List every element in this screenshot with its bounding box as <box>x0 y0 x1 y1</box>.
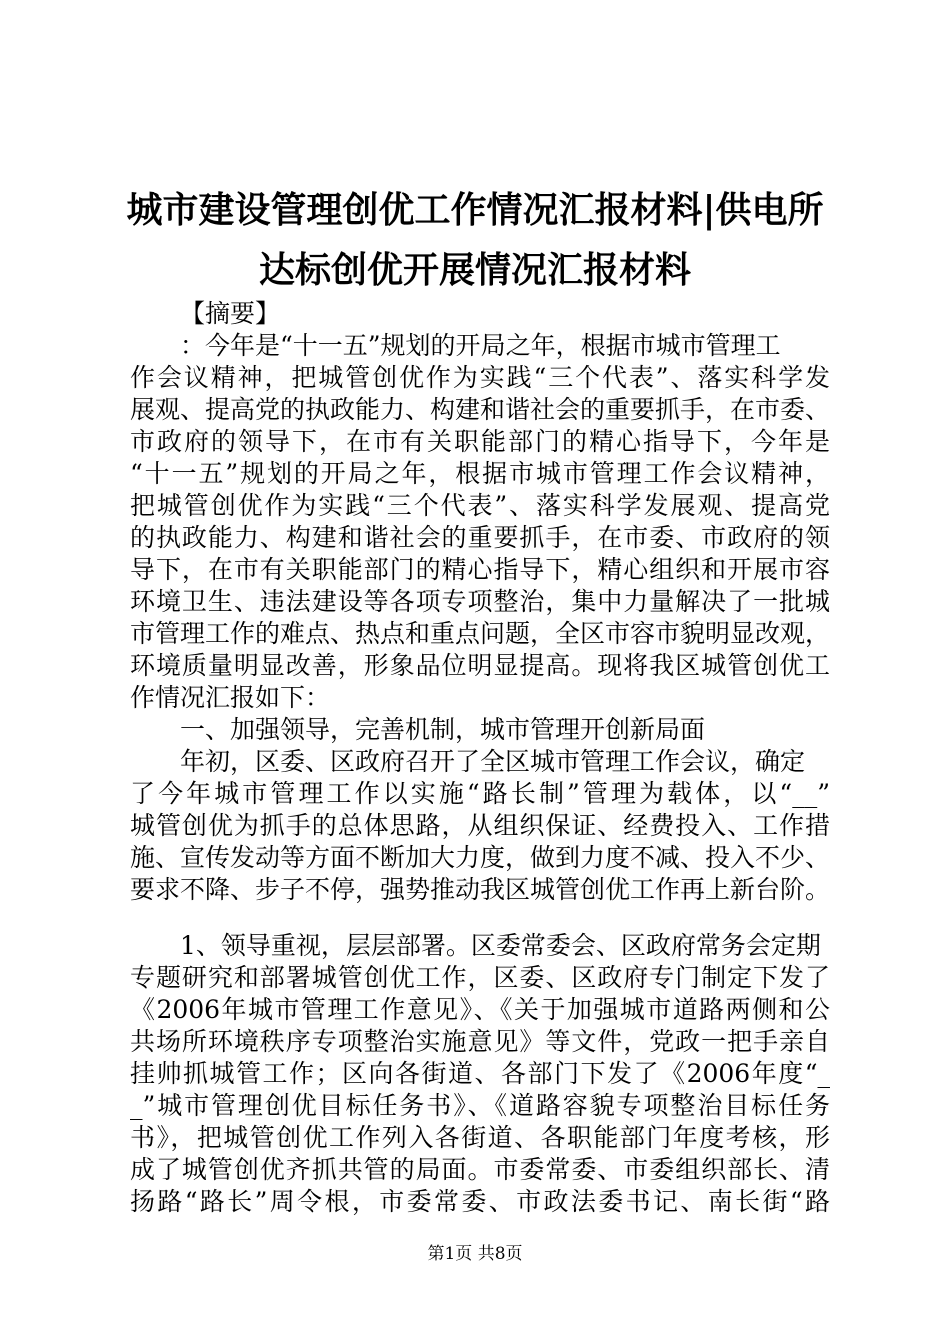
section-heading: 一、加强领导，完善机制，城市管理开创新局面 <box>180 715 706 744</box>
paragraph-line: 导下，在市有关职能部门的精心指导下，精心组织和开展市容 <box>130 555 830 584</box>
paragraph-line: 扬路“路长”周令根，市委常委、市政法委书记、南长街“路 <box>130 1187 830 1216</box>
page-number-footer: 第1页 共8页 <box>427 1244 523 1264</box>
paragraph-line: 展观、提高党的执政能力、构建和谐社会的重要抓手，在市委、 <box>130 395 831 424</box>
paragraph-line: 共场所环境秩序专项整治实施意见》等文件，党政一把手亲自 <box>130 1027 830 1056</box>
paragraph-line: 城管创优为抓手的总体思路，从组织保证、经费投入、工作措 <box>130 811 830 840</box>
paragraph-line: 挂帅抓城管工作；区向各街道、各部门下发了《2006年度“_ <box>130 1059 830 1088</box>
paragraph-line: 年初，区委、区政府召开了全区城市管理工作会议，确定 <box>180 747 806 776</box>
paragraph-line: 《2006年城市管理工作意见》、《关于加强城市道路两侧和公 <box>130 995 830 1024</box>
paragraph-line: 环境质量明显改善，形象品位明显提高。现将我区城管创优工 <box>130 651 830 680</box>
paragraph-line: 作情况汇报如下： <box>130 683 331 712</box>
paragraph-line: 把城管创优作为实践“三个代表”、落实科学发展观、提高党 <box>130 491 830 520</box>
paragraph-line: 成了城管创优齐抓共管的局面。市委常委、市委组织部长、清 <box>130 1155 830 1184</box>
paragraph-line: _”城市管理创优目标任务书》、《道路容貌专项整治目标任务 <box>130 1091 830 1120</box>
paragraph-line: 要求不降、步子不停，强势推动我区城管创优工作再上新台阶。 <box>130 875 831 904</box>
paragraph-line: 的执政能力、构建和谐社会的重要抓手，在市委、市政府的领 <box>130 523 830 552</box>
paragraph-line: 施、宣传发动等方面不断加大力度，做到力度不减、投入不少、 <box>130 843 831 872</box>
paragraph-line: 了今年城市管理工作以实施“路长制”管理为载体，以“__” <box>130 779 830 808</box>
paragraph-line: ：今年是“十一五”规划的开局之年，根据市城市管理工 <box>180 331 781 360</box>
document-title-line-1: 城市建设管理创优工作情况汇报材料|供电所 <box>126 189 824 231</box>
paragraph-line: 专题研究和部署城管创优工作，区委、区政府专门制定下发了 <box>130 963 830 992</box>
abstract-label: 【摘要】 <box>180 299 281 328</box>
paragraph-line: “十一五”规划的开局之年，根据市城市管理工作会议精神， <box>130 459 830 488</box>
document-title-line-2: 达标创优开展情况汇报材料 <box>258 249 691 291</box>
paragraph-line: 作会议精神，把城管创优作为实践“三个代表”、落实科学发 <box>130 363 830 392</box>
paragraph-line: 环境卫生、违法建设等各项专项整治，集中力量解决了一批城 <box>130 587 830 616</box>
paragraph-line: 市政府的领导下，在市有关职能部门的精心指导下，今年是 <box>130 427 830 456</box>
paragraph-line: 1、领导重视，层层部署。区委常委会、区政府常务会定期 <box>180 931 821 960</box>
paragraph-line: 书》，把城管创优工作列入各街道、各职能部门年度考核，形 <box>130 1123 830 1152</box>
paragraph-line: 市管理工作的难点、热点和重点问题，全区市容市貌明显改观， <box>130 619 831 648</box>
